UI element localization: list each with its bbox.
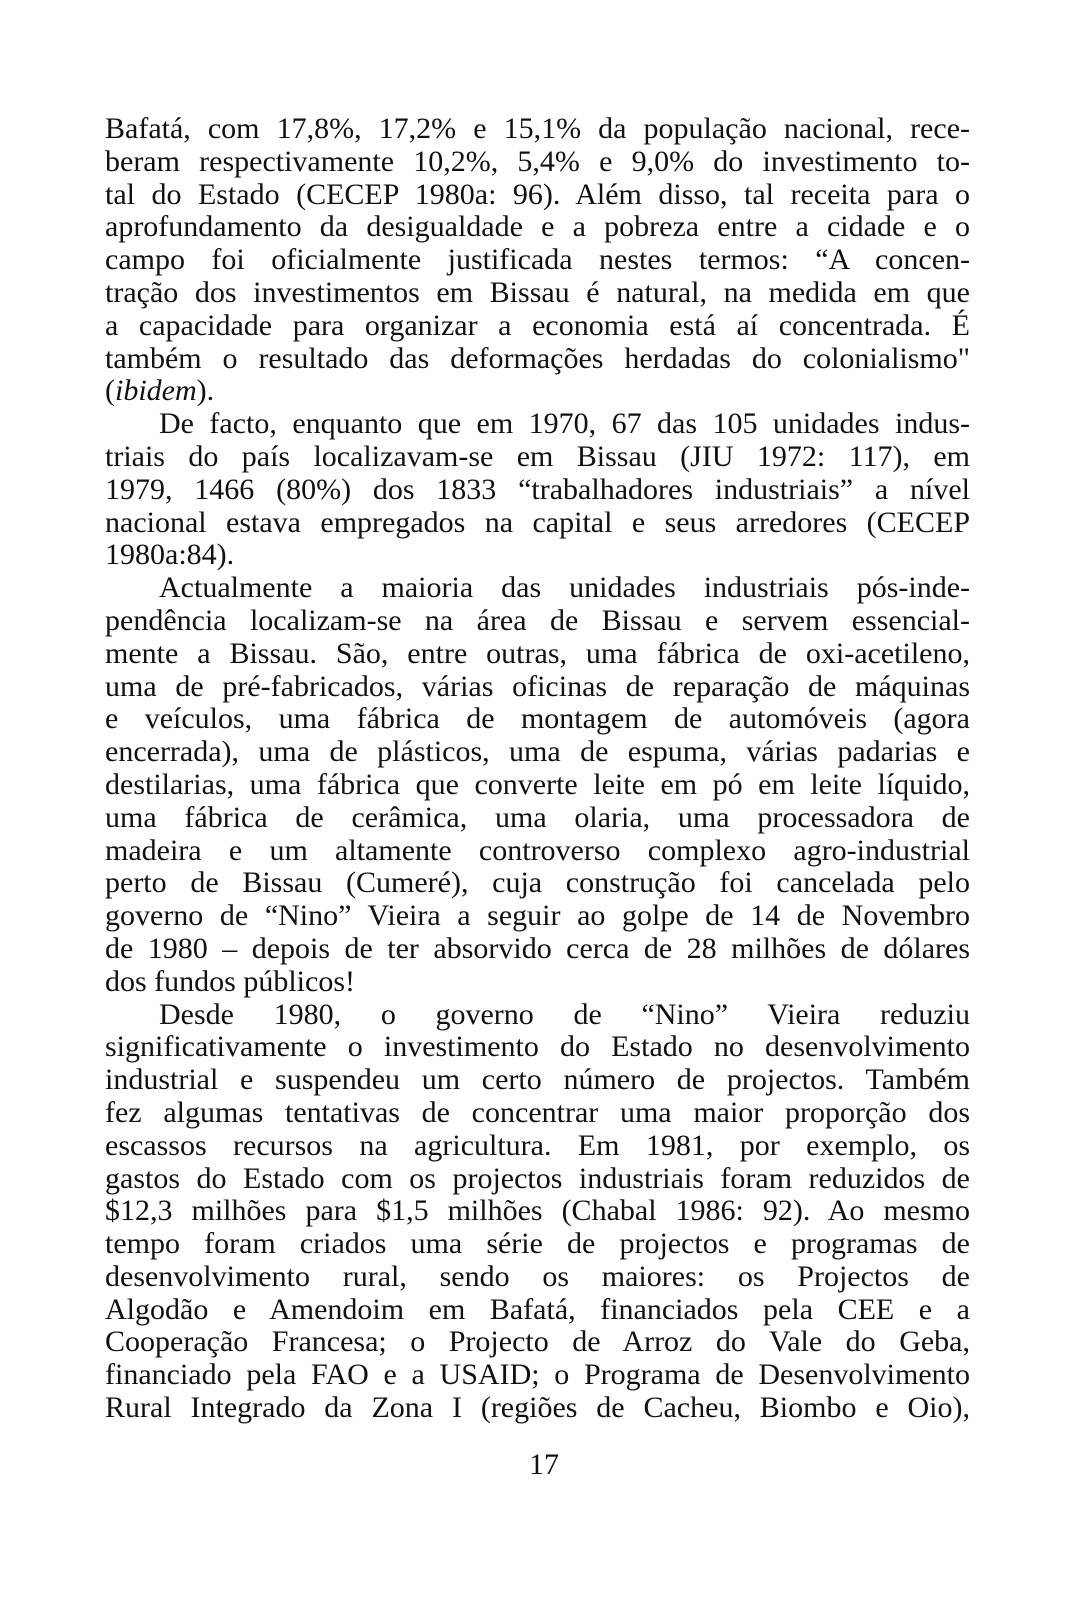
text-line: gastos do Estado com os projectos industriais foram reduzidos de <box>105 1161 970 1195</box>
text-line: a capacidade para organizar a economia está aí concentrada. É <box>105 308 970 342</box>
text-line: Rural Integrado da Zona I (regiões de Cacheu, Biombo e Oio), <box>105 1391 970 1425</box>
text-line: campo foi oficialmente justificada nestes termos: “A concen- <box>105 243 970 277</box>
text-line: mente a Bissau. São, entre outras, uma fábrica de oxi-acetileno, <box>105 636 970 670</box>
text-line: destilarias, uma fábrica que converte leite em pó em leite líquido, <box>105 767 970 801</box>
text-line: Cooperação Francesa; o Projecto de Arroz do Vale do Geba, <box>105 1325 970 1359</box>
text-line: tal do Estado (CECEP 1980a: 96). Além disso, tal receita para o <box>105 177 970 211</box>
text-line: perto de Bissau (Cumeré), cuja construção foi cancelada pelo <box>105 866 970 900</box>
text-line: triais do país localizavam-se em Bissau (JIU 1972: 117), em <box>105 439 970 473</box>
text-line: de 1980 – depois de ter absorvido cerca de 28 milhões de dólares <box>105 931 970 965</box>
text-line: Desde 1980, o governo de “Nino” Vieira reduziu <box>159 997 970 1031</box>
text-line: pendência localizam-se na área de Bissau e servem essencial- <box>105 603 970 637</box>
text-line: industrial e suspendeu um certo número de projectos. Também <box>105 1063 970 1097</box>
text-line: Bafatá, com 17,8%, 17,2% e 15,1% da população nacional, rece- <box>105 112 970 145</box>
paragraph-2 <box>105 408 970 572</box>
text-line: $12,3 milhões para $1,5 milhões (Chabal 1986: 92). Ao mesmo <box>105 1194 970 1228</box>
text-line: aprofundamento da desigualdade e a pobreza entre a cidade e o <box>105 210 970 244</box>
text-line: financiado pela FAO e a USAID; o Programa de Desenvolvimento <box>105 1358 970 1392</box>
text-line: madeira e um altamente controverso complexo agro-industrial <box>105 833 970 867</box>
paragraph-1 <box>105 113 970 408</box>
text-line: fez algumas tentativas de concentrar uma maior proporção dos <box>105 1095 970 1129</box>
text-line: Algodão e Amendoim em Bafatá, financiados pela CEE e a <box>105 1292 970 1326</box>
text-line: governo de “Nino” Vieira a seguir ao golpe de 14 de Novembro <box>105 899 970 933</box>
text-line: 1980a:84). <box>105 538 235 572</box>
text-line: tração dos investimentos em Bissau é natural, na medida em que <box>105 275 970 309</box>
paragraph-3 <box>105 572 970 998</box>
text-line: nacional estava empregados na capital e seus arredores (CECEP <box>105 505 970 539</box>
text-line: De facto, enquanto que em 1970, 67 das 105 unidades indus- <box>159 407 970 441</box>
text-line: dos fundos públicos! <box>105 964 355 998</box>
text-line: uma fábrica de cerâmica, uma olaria, uma processadora de <box>105 800 970 834</box>
text-line: (ibidem). <box>105 374 215 408</box>
paragraph-4 <box>105 999 970 1425</box>
text-line: escassos recursos na agricultura. Em 1981, por exemplo, os <box>105 1128 970 1162</box>
text-line: também o resultado das deformações herdadas do colonialismo" <box>105 341 970 375</box>
text-line: uma de pré-fabricados, várias oficinas de reparação de máquinas <box>105 669 970 703</box>
text-line: Actualmente a maioria das unidades industriais pós-inde- <box>159 571 970 605</box>
text-line: tempo foram criados uma série de projectos e programas de <box>105 1227 970 1261</box>
text-line: desenvolvimento rural, sendo os maiores: os Projectos de <box>105 1259 970 1293</box>
text-line: encerrada), uma de plásticos, uma de espuma, várias padarias e <box>105 735 970 769</box>
text-line: significativamente o investimento do Estado no desenvolvimento <box>105 1030 970 1064</box>
text-line: 1979, 1466 (80%) dos 1833 “trabalhadores industriais” a nível <box>105 472 970 506</box>
page-number: 17 <box>529 1448 559 1481</box>
text-line: e veículos, uma fábrica de montagem de automóveis (agora <box>105 702 970 736</box>
text-line: beram respectivamente 10,2%, 5,4% e 9,0% do investimento to- <box>105 144 970 178</box>
page-body-text <box>105 113 970 1425</box>
